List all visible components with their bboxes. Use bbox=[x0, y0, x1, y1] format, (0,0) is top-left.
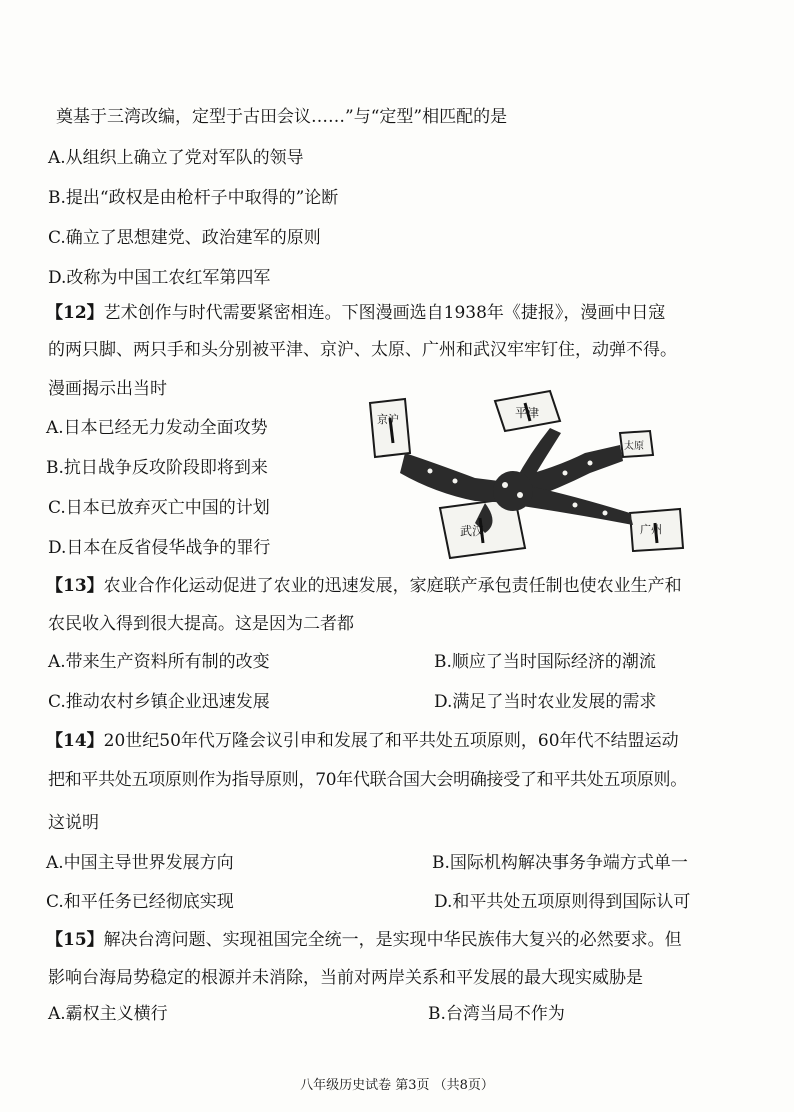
q13-number: 【13】 bbox=[46, 576, 104, 596]
q15-number: 【15】 bbox=[46, 930, 104, 950]
q13-option-c: C.推动农村乡镇企业迅速发展 bbox=[48, 692, 270, 712]
q14-option-d: D.和平共处五项原则得到国际认可 bbox=[434, 892, 691, 912]
q14-number: 【14】 bbox=[46, 731, 104, 751]
q14-stem-text: 20世纪50年代万隆会议引申和发展了和平共处五项原则，60年代不结盟运动 bbox=[103, 731, 679, 751]
q15-stem-line-2: 影响台海局势稳定的根源并未消除，当前对两岸关系和平发展的最大现实威胁是 bbox=[48, 968, 643, 988]
q15-stem-line-1 bbox=[46, 930, 682, 950]
q14-stem-line-1 bbox=[46, 731, 679, 751]
q11-option-a: A.从组织上确立了党对军队的领导 bbox=[48, 148, 304, 168]
q12-option-d: D.日本在反省侵华战争的罪行 bbox=[48, 538, 271, 558]
q12-stem-line-2: 的两只脚、两只手和头分别被平津、京沪、太原、广州和武汉牢牢钉住，动弹不得。 bbox=[48, 340, 677, 360]
japanese-soldier-cartoon bbox=[365, 383, 695, 573]
q11-option-d: D.改称为中国工农红军第四军 bbox=[48, 268, 271, 288]
q15-stem-text: 解决台湾问题、实现祖国完全统一，是实现中华民族伟大复兴的必然要求。但 bbox=[103, 930, 682, 950]
q11-stem-tail: 奠基于三湾改编，定型于古田会议……”与“定型”相匹配的是 bbox=[56, 107, 508, 127]
q12-stem-line-1 bbox=[46, 303, 665, 323]
q12-stem-text: 艺术创作与时代需要紧密相连。下图漫画选自1938年《捷报》，漫画中日寇 bbox=[103, 303, 666, 323]
cartoon-label-taiyuan: 太原 bbox=[624, 441, 644, 452]
q14-option-b: B.国际机构解决事务争端方式单一 bbox=[432, 853, 688, 873]
q13-stem-line-1 bbox=[46, 576, 682, 596]
page-footer: 八年级历史试卷 第3页 （共8页） bbox=[300, 1078, 494, 1093]
q12-number: 【12】 bbox=[46, 303, 104, 323]
q13-option-d: D.满足了当时农业发展的需求 bbox=[434, 692, 657, 712]
q12-option-c: C.日本已放弃灭亡中国的计划 bbox=[48, 498, 270, 518]
cartoon-label-pingjin: 平津 bbox=[515, 406, 540, 420]
q13-stem-line-2: 农民收入得到很大提高。这是因为二者都 bbox=[48, 614, 354, 634]
q15-option-b: B.台湾当局不作为 bbox=[428, 1004, 565, 1024]
q12-option-a: A.日本已经无力发动全面攻势 bbox=[46, 418, 268, 438]
cartoon-label-wuhan: 武汉 bbox=[460, 524, 485, 538]
q13-option-a: A.带来生产资料所有制的改变 bbox=[48, 652, 270, 672]
q14-option-c: C.和平任务已经彻底实现 bbox=[46, 892, 234, 912]
q12-option-b: B.抗日战争反攻阶段即将到来 bbox=[46, 458, 268, 478]
q14-stem-line-3: 这说明 bbox=[48, 813, 99, 833]
q13-option-b: B.顺应了当时国际经济的潮流 bbox=[434, 652, 656, 672]
q15-option-a: A.霸权主义横行 bbox=[48, 1004, 168, 1024]
q12-stem-line-3: 漫画揭示出当时 bbox=[48, 379, 167, 399]
q11-option-b: B.提出“政权是由枪杆子中取得的”论断 bbox=[48, 188, 339, 208]
q11-option-c: C.确立了思想建党、政治建军的原则 bbox=[48, 228, 321, 248]
cartoon-label-jinghu: 京沪 bbox=[377, 413, 399, 426]
q13-stem-text: 农业合作化运动促进了农业的迅速发展，家庭联产承包责任制也使农业生产和 bbox=[103, 576, 682, 596]
q14-option-a: A.中国主导世界发展方向 bbox=[46, 853, 234, 873]
cartoon-label-guangzhou: 广州 bbox=[640, 523, 662, 536]
q14-stem-line-2: 把和平共处五项原则作为指导原则，70年代联合国大会明确接受了和平共处五项原则。 bbox=[48, 770, 687, 790]
